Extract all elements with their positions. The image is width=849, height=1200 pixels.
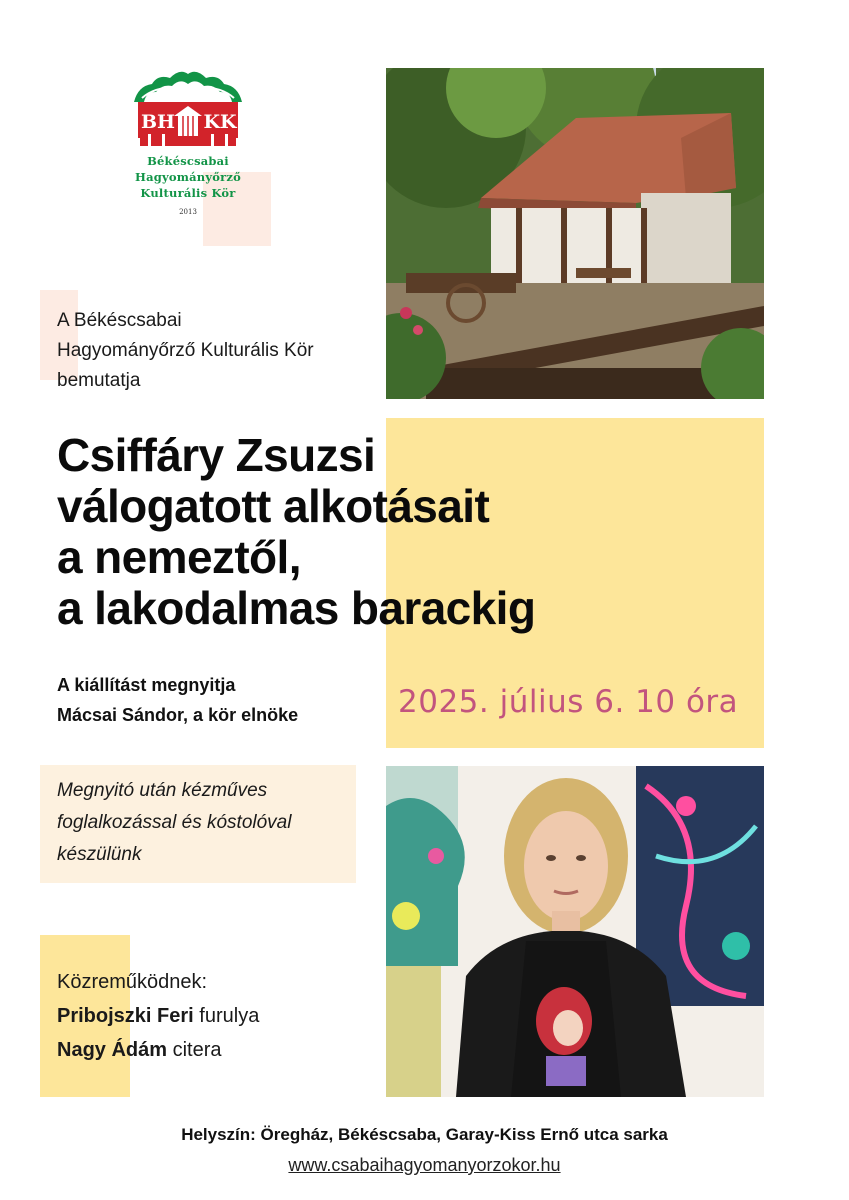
title-line: Csiffáry Zsuzsi: [57, 429, 376, 481]
logo-line-3: Kulturális Kör: [140, 186, 236, 200]
performer-instrument: citera: [172, 1039, 222, 1061]
photo-traditional-house: [386, 68, 764, 399]
title-line: a nemeztől,: [57, 531, 301, 583]
performers-section: [57, 965, 259, 1067]
photo-artist: [386, 766, 764, 1097]
performers-heading: Közreműködnek:: [57, 971, 208, 993]
intro-line: Hagyományőrző Kulturális Kör: [57, 340, 314, 361]
logo-line-1: Békéscsabai: [147, 154, 229, 168]
opening-line: Mácsai Sándor, a kör elnöke: [57, 705, 299, 725]
website-link[interactable]: www.csabaihagyomanyorzokor.hu: [288, 1155, 561, 1175]
performer-item: [57, 999, 259, 1033]
performer-name: Pribojszki Feri: [57, 1005, 194, 1027]
exhibition-title: [57, 430, 535, 634]
intro-line: bemutatja: [57, 370, 141, 391]
venue-info: Helyszín: Öregház, Békéscsaba, Garay-Kiss Ernő utca sarka: [181, 1125, 668, 1144]
logo-acronym-left: BH: [140, 111, 176, 133]
logo-year: 2013: [179, 208, 197, 216]
logo-acronym-right: KK: [203, 111, 237, 133]
logo-line-2: Hagyományőrző: [135, 170, 241, 184]
intro-line: A Békéscsabai: [57, 310, 182, 331]
logo-emblem: [128, 68, 248, 150]
event-date: 2025. július 6. 10 óra: [398, 684, 739, 720]
house-photo-image: [386, 68, 764, 399]
performer-instrument: furulya: [199, 1005, 260, 1027]
organization-logo: [128, 68, 248, 228]
workshop-line: foglalkozással és kóstolóval: [57, 812, 292, 833]
title-line: válogatott alkotásait: [57, 480, 490, 532]
performer-name: Nagy Ádám: [57, 1039, 168, 1061]
intro-text: [57, 306, 314, 396]
performer-item: [57, 1033, 259, 1067]
title-line: a lakodalmas barackig: [57, 582, 536, 634]
workshop-note: [57, 775, 291, 871]
workshop-line: készülünk: [57, 844, 142, 865]
workshop-line: Megnyitó után kézműves: [57, 780, 268, 801]
opening-info: [57, 670, 298, 730]
artist-photo-image: [386, 766, 764, 1097]
opening-line: A kiállítást megnyitja: [57, 675, 236, 695]
